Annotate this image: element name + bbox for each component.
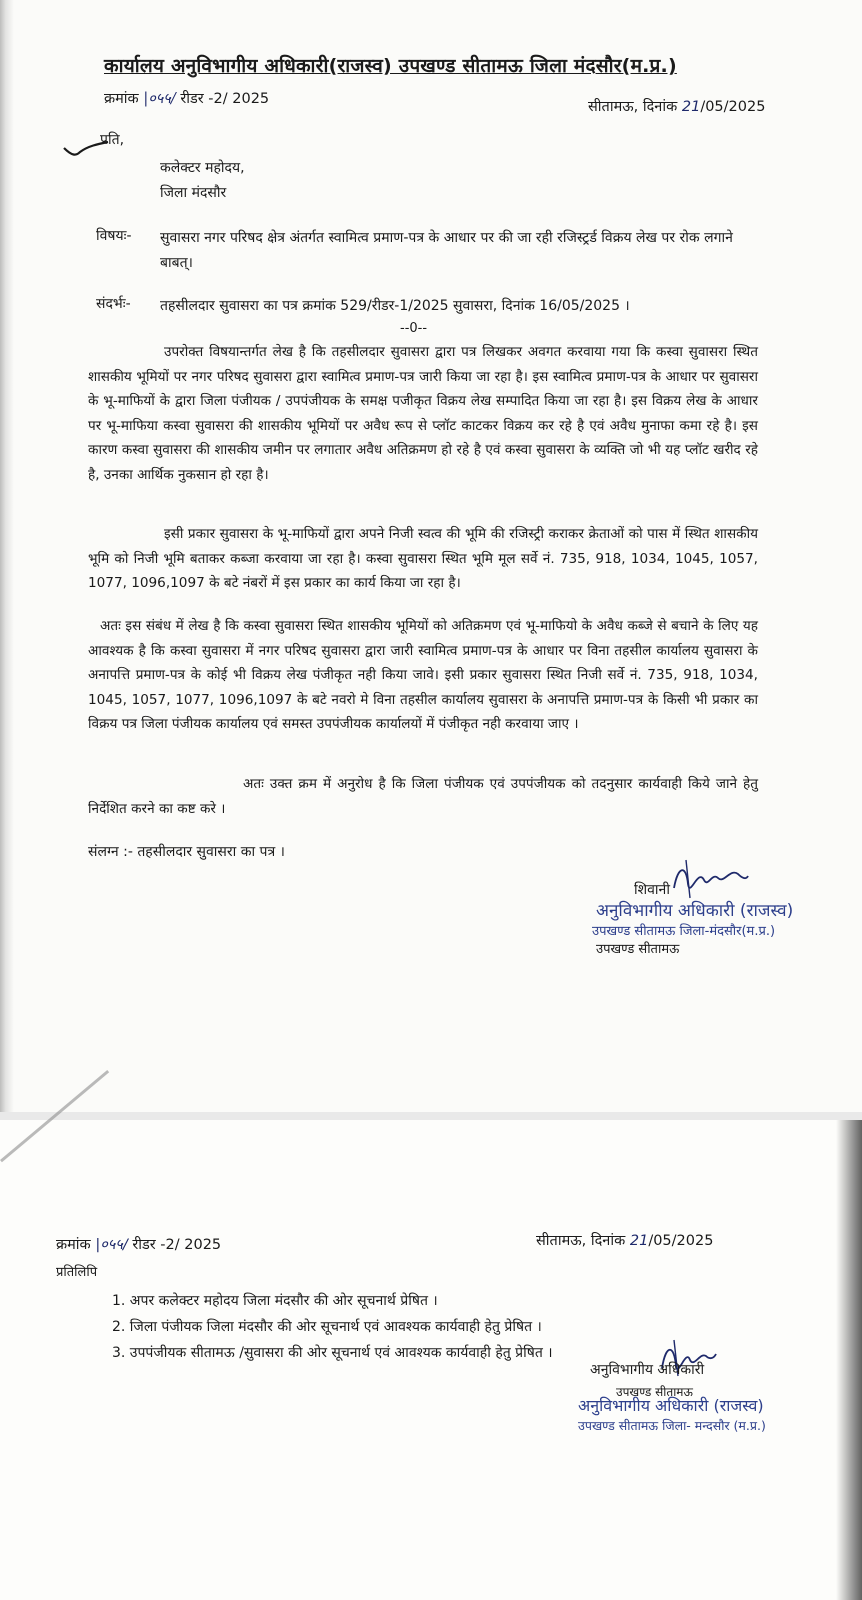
signature-block-page-1 <box>592 880 794 960</box>
page-gap <box>0 1112 862 1120</box>
copy-date-day-handwritten: 21 <box>629 1233 649 1249</box>
copy-office-stamp: उपखण्ड सीतामऊ जिला- मन्दसौर (म.प्र.) <box>578 1418 766 1433</box>
paragraph-2 <box>88 522 758 596</box>
date-day-handwritten: 21 <box>681 99 701 115</box>
copy-date-month-year: /05/2025 <box>648 1233 714 1249</box>
addressee-district: जिला मंदसौर <box>160 185 227 201</box>
separator: --0-- <box>400 321 428 336</box>
copy-recipients-list <box>112 1288 553 1366</box>
paragraph-3-text: अतः इस संबंध में लेख है कि कस्वा सुवासरा स्थित शासकीय भूमियों को अतिक्रमण एवं भू-माफियो के अवैध कब्जे से बचाने के लिए यह आवश्यक है कि कस्वा सुवासरा में नगर परिषद सुवासरा द्वारा जारी स्वामित्व प्रमाण-पत्र के आधार पर विना तहसील कार्यालय सुवासरा के अनापत्ति प्रमाण-पत्र के कोई भी विक्रय लेख पंजीकृत नही किया जावे। इसी प्रकार सुवासरा स्थित निजी सर्वे नं. 735, 918, 1034, 1045, 1057, 1077, 1096,1097 के बटे नवरो मे विना तहसील कार्यालय सुवासरा के अनापत्ति प्रमाण-पत्र के किसी भी प्रकार का विक्रय पत्र जिला पंजीयक कार्यालय एवं समस्त उपपंजीयक कार्यालयों में पंजीकृत नही करवाया जाए । <box>88 618 758 732</box>
office-heading: कार्यालय अनुविभागीय अधिकारी(राजस्व) उपखण्ड सीतामऊ जिला मंदसौर(म.प्र.) <box>104 55 677 77</box>
copy-officer-title: अनुविभागीय अधिकारी <box>590 1362 705 1378</box>
scan-edge-shadow <box>0 0 14 1112</box>
letter-page-2-copy <box>0 1120 862 1600</box>
paragraph-2-text: इसी प्रकार सुवासरा के भू-माफियों द्वारा अपने निजी स्वत्व की भूमि की रजिस्ट्री कराकर क्रेताओं को पास में स्थित शासकीय भूमि को निजी भूमि बताकर कब्जा करवाया जा रहा है। कस्वा सुवासरा स्थित भूमि मूल सर्वे नं. 735, 918, 1034, 1045, 1057, 1077, 1096,1097 के बटे नंबरों में इस प्रकार का कार्य किया जा रहा है। <box>88 526 758 591</box>
paragraph-3 <box>88 614 758 737</box>
signature-block-page-2 <box>578 1360 766 1436</box>
copy-ref-series: रीडर -2/ 2025 <box>132 1237 222 1253</box>
reference-text: तहसीलदार सुवासरा का पत्र क्रमांक 529/रीडर-1/2025 सुवासरा, दिनांक 16/05/2025 । <box>160 298 630 314</box>
subdivision-line: उपखण्ड सीतामऊ <box>596 942 680 957</box>
paragraph-4-text: अतः उक्त क्रम में अनुरोध है कि जिला पंजीयक एवं उपपंजीयक को तदनुसार कार्यवाही किये जाने हेतु निर्देशित करने का कष्ट करे । <box>88 776 758 817</box>
subject-text: सुवासरा नगर परिषद क्षेत्र अंतर्गत स्वामित्व प्रमाण-पत्र के आधार पर की जा रही रजिस्ट्रर्ड विक्रय लेख पर रोक लगाने बाबत्। <box>160 230 733 271</box>
ref-handwritten-number: |०५५/ <box>143 91 176 107</box>
enclosure-note: संलग्न :- तहसीलदार सुवासरा का पत्र । <box>88 844 285 860</box>
copy-reference-number <box>56 1234 221 1254</box>
copy-place-and-date <box>536 1230 713 1250</box>
copy-label: प्रतिलिपि <box>56 1265 98 1280</box>
copy-place-date-label: सीतामऊ, दिनांक <box>536 1233 626 1249</box>
copy-ref-handwritten-number: |०५५/ <box>95 1237 128 1253</box>
copy-recipient-1: 1. अपर कलेक्टर महोदय जिला मंदसौर की ओर सूचनार्थ प्रेषित । <box>112 1293 438 1309</box>
ref-label: क्रमांक <box>104 91 139 107</box>
reference-label: संदर्भः- <box>96 296 131 312</box>
copy-recipient-3: 3. उपपंजीयक सीतामऊ /सुवासरा की ओर सूचनार्थ एवं आवश्यक कार्यवाही हेतु प्रेषित । <box>112 1345 553 1361</box>
date-month-year: /05/2025 <box>700 99 766 115</box>
copy-recipient-2: 2. जिला पंजीयक जिला मंदसौर की ओर सूचनार्थ एवं आवश्यक कार्यवाही हेतु प्रेषित । <box>112 1319 542 1335</box>
paragraph-1 <box>88 340 758 487</box>
designation-stamp: अनुविभागीय अधिकारी (राजस्व) <box>596 901 794 921</box>
scan-edge-shadow-right <box>836 1120 862 1600</box>
to-label: प्रति, <box>100 132 125 148</box>
paragraph-1-text: उपरोक्त विषयान्तर्गत लेख है कि तहसीलदार सुवासरा द्वारा पत्र लिखकर अवगत करवाया गया कि कस्वा सुवासरा स्थित शासकीय भूमियों पर नगर परिषद सुवासरा द्वारा स्वामित्व प्रमाण-पत्र जारी किया जा रहा है। इस स्वामित्व प्रमाण-पत्र के आधार पर सुवासरा के भू-माफियों के द्वारा जिला पंजीयक / उपपंजीयक के समक्ष पजीकृत विक्रय लेख सम्पादित किया जा रहा है। इस विक्रय लेख के आधार पर भू-माफिया कस्वा सुवासरा की शासकीय भूमियों पर अवैध रूप से प्लॉट काटकर विक्रय कर रहे है एवं अवैध मुनाफा कमा रहे है। इस कारण कस्वा सुवासरा की शासकीय जमीन पर लगातार अवैध अतिक्रमण हो रहे है एवं कस्वा सुवासरा के व्यक्ति जो भी यह प्लॉट खरीद रहे है, उनका आर्थिक नुकसान हो रहा है। <box>88 344 758 483</box>
copy-officer-subdivision: उपखण्ड सीतामऊ <box>616 1385 693 1399</box>
reference-number <box>104 88 269 108</box>
place-and-date <box>588 96 765 116</box>
copy-designation-stamp: अनुविभागीय अधिकारी (राजस्व) <box>578 1396 764 1415</box>
paragraph-4 <box>88 772 758 821</box>
ref-series: रीडर -2/ 2025 <box>180 91 270 107</box>
signatory-name: शिवानी <box>634 882 670 898</box>
place-date-label: सीतामऊ, दिनांक <box>588 99 678 115</box>
office-stamp: उपखण्ड सीतामऊ जिला-मंदसौर(म.प्र.) <box>592 924 776 939</box>
copy-ref-label: क्रमांक <box>56 1237 91 1253</box>
addressee-title: कलेक्टर महोदय, <box>160 160 245 176</box>
subject-label: विषयः- <box>96 228 132 244</box>
